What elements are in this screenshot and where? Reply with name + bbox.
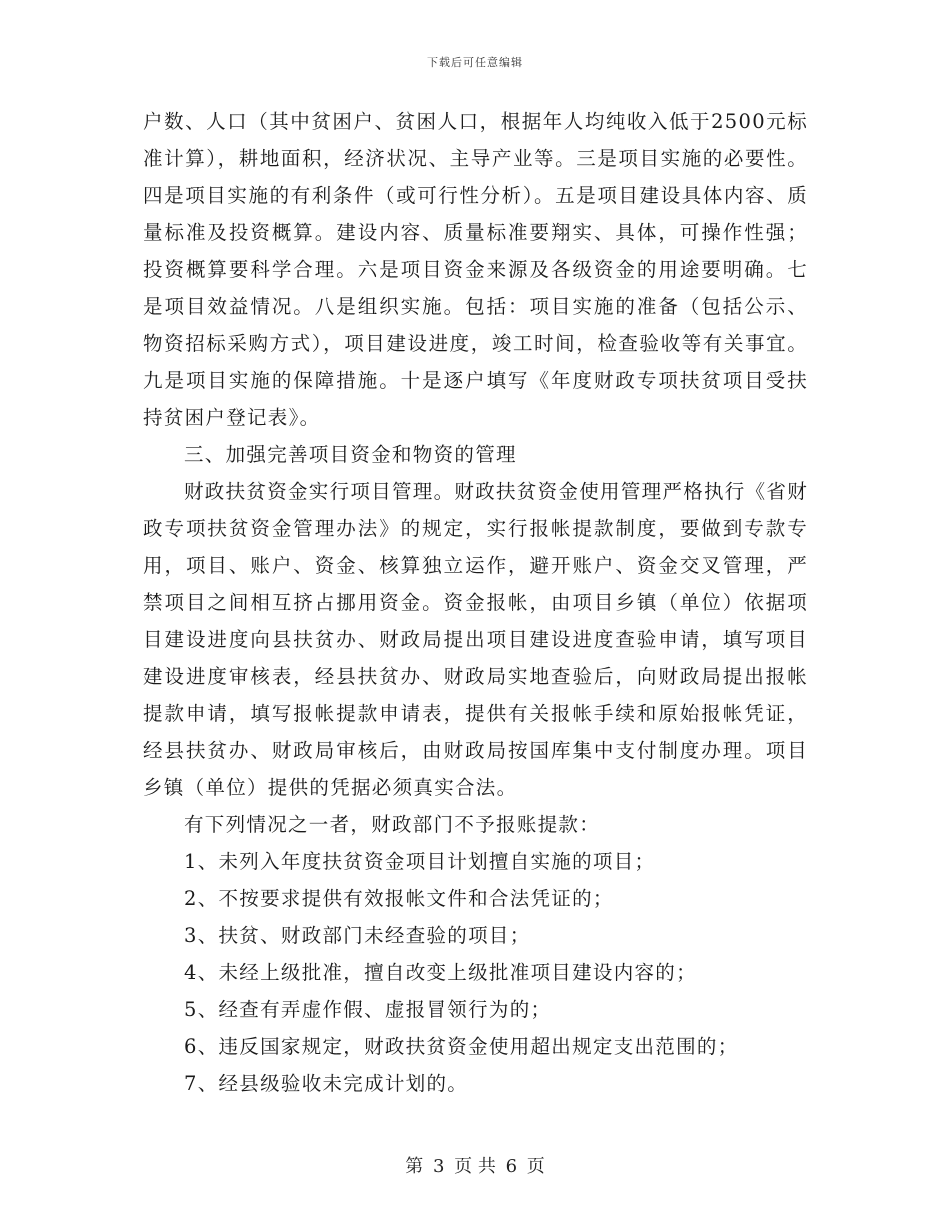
paragraph: 财政扶贫资金实行项目管理。财政扶贫资金使用管理严格执行《省财政专项扶贫资金管理办法》的规定，实行报帐提款制度，要做到专款专用，项目、账户、资金、核算独立运作，避开账户、资金交叉管理，严禁项目之间相互挤占挪用资金。资金报帐，由项目乡镇（单位）依据项目建设进度向县扶贫办、财政局提出项目建设进度查验申请，填写项目建设进度审核表，经县扶贫办、财政局实地查验后，向财政局提出报帐提款申请，填写报帐提款申请表，提供有关报帐手续和原始报帐凭证，经县扶贫办、财政局审核后，由财政局按国库集中支付制度办理。项目乡镇（单位）提供的凭据必须真实合法。 (143, 480, 809, 799)
document-body (143, 103, 808, 1102)
list-item: 5、经查有弄虚作假、虚报冒领行为的； (184, 998, 552, 1021)
paragraph-continuation: 户数、人口（其中贫困户、贫困人口，根据年人均纯收入低于2500元标准计算），耕地面积，经济状况、主导产业等。三是项目实施的必要性。四是项目实施的有利条件（或可行性分析）。五是项目建设具体内容、质量标准及投资概算。建设内容、质量标准要翔实、具体，可操作性强；投资概算要科学合理。六是项目资金来源及各级资金的用途要明确。七是项目效益情况。八是组织实施。包括：项目实施的准备（包括公示、物资招标采购方式），项目建设进度，竣工时间，检查验收等有关事宜。九是项目实施的保障措施。十是逐户填写《年度财政专项扶贫项目受扶持贫困户登记表》。 (143, 110, 808, 429)
page-footer (0, 1152, 950, 1178)
footer-prefix: 第 (405, 1156, 424, 1177)
page-total: 6 (505, 1156, 518, 1177)
list-item: 1、未列入年度扶贫资金项目计划擅自实施的项目； (184, 850, 656, 873)
list-item: 4、未经上级批准，擅自改变上级批准项目建设内容的； (184, 961, 697, 984)
footer-suffix: 页 (526, 1156, 545, 1177)
paragraph: 有下列情况之一者，财政部门不予报账提款： (184, 813, 601, 836)
page-header: 下载后可任意编辑 (427, 56, 523, 69)
list-item: 3、扶贫、财政部门未经查验的项目； (184, 924, 531, 947)
list-item: 2、不按要求提供有效报帐文件和合法凭证的； (184, 887, 614, 910)
page-number: 3 (432, 1156, 445, 1177)
footer-middle: 页 共 (454, 1156, 496, 1177)
section-heading: 三、加强完善项目资金和物资的管理 (184, 443, 517, 466)
list-item: 7、经县级验收未完成计划的。 (184, 1072, 469, 1095)
list-item: 6、违反国家规定，财政扶贫资金使用超出规定支出范围的； (184, 1035, 739, 1058)
